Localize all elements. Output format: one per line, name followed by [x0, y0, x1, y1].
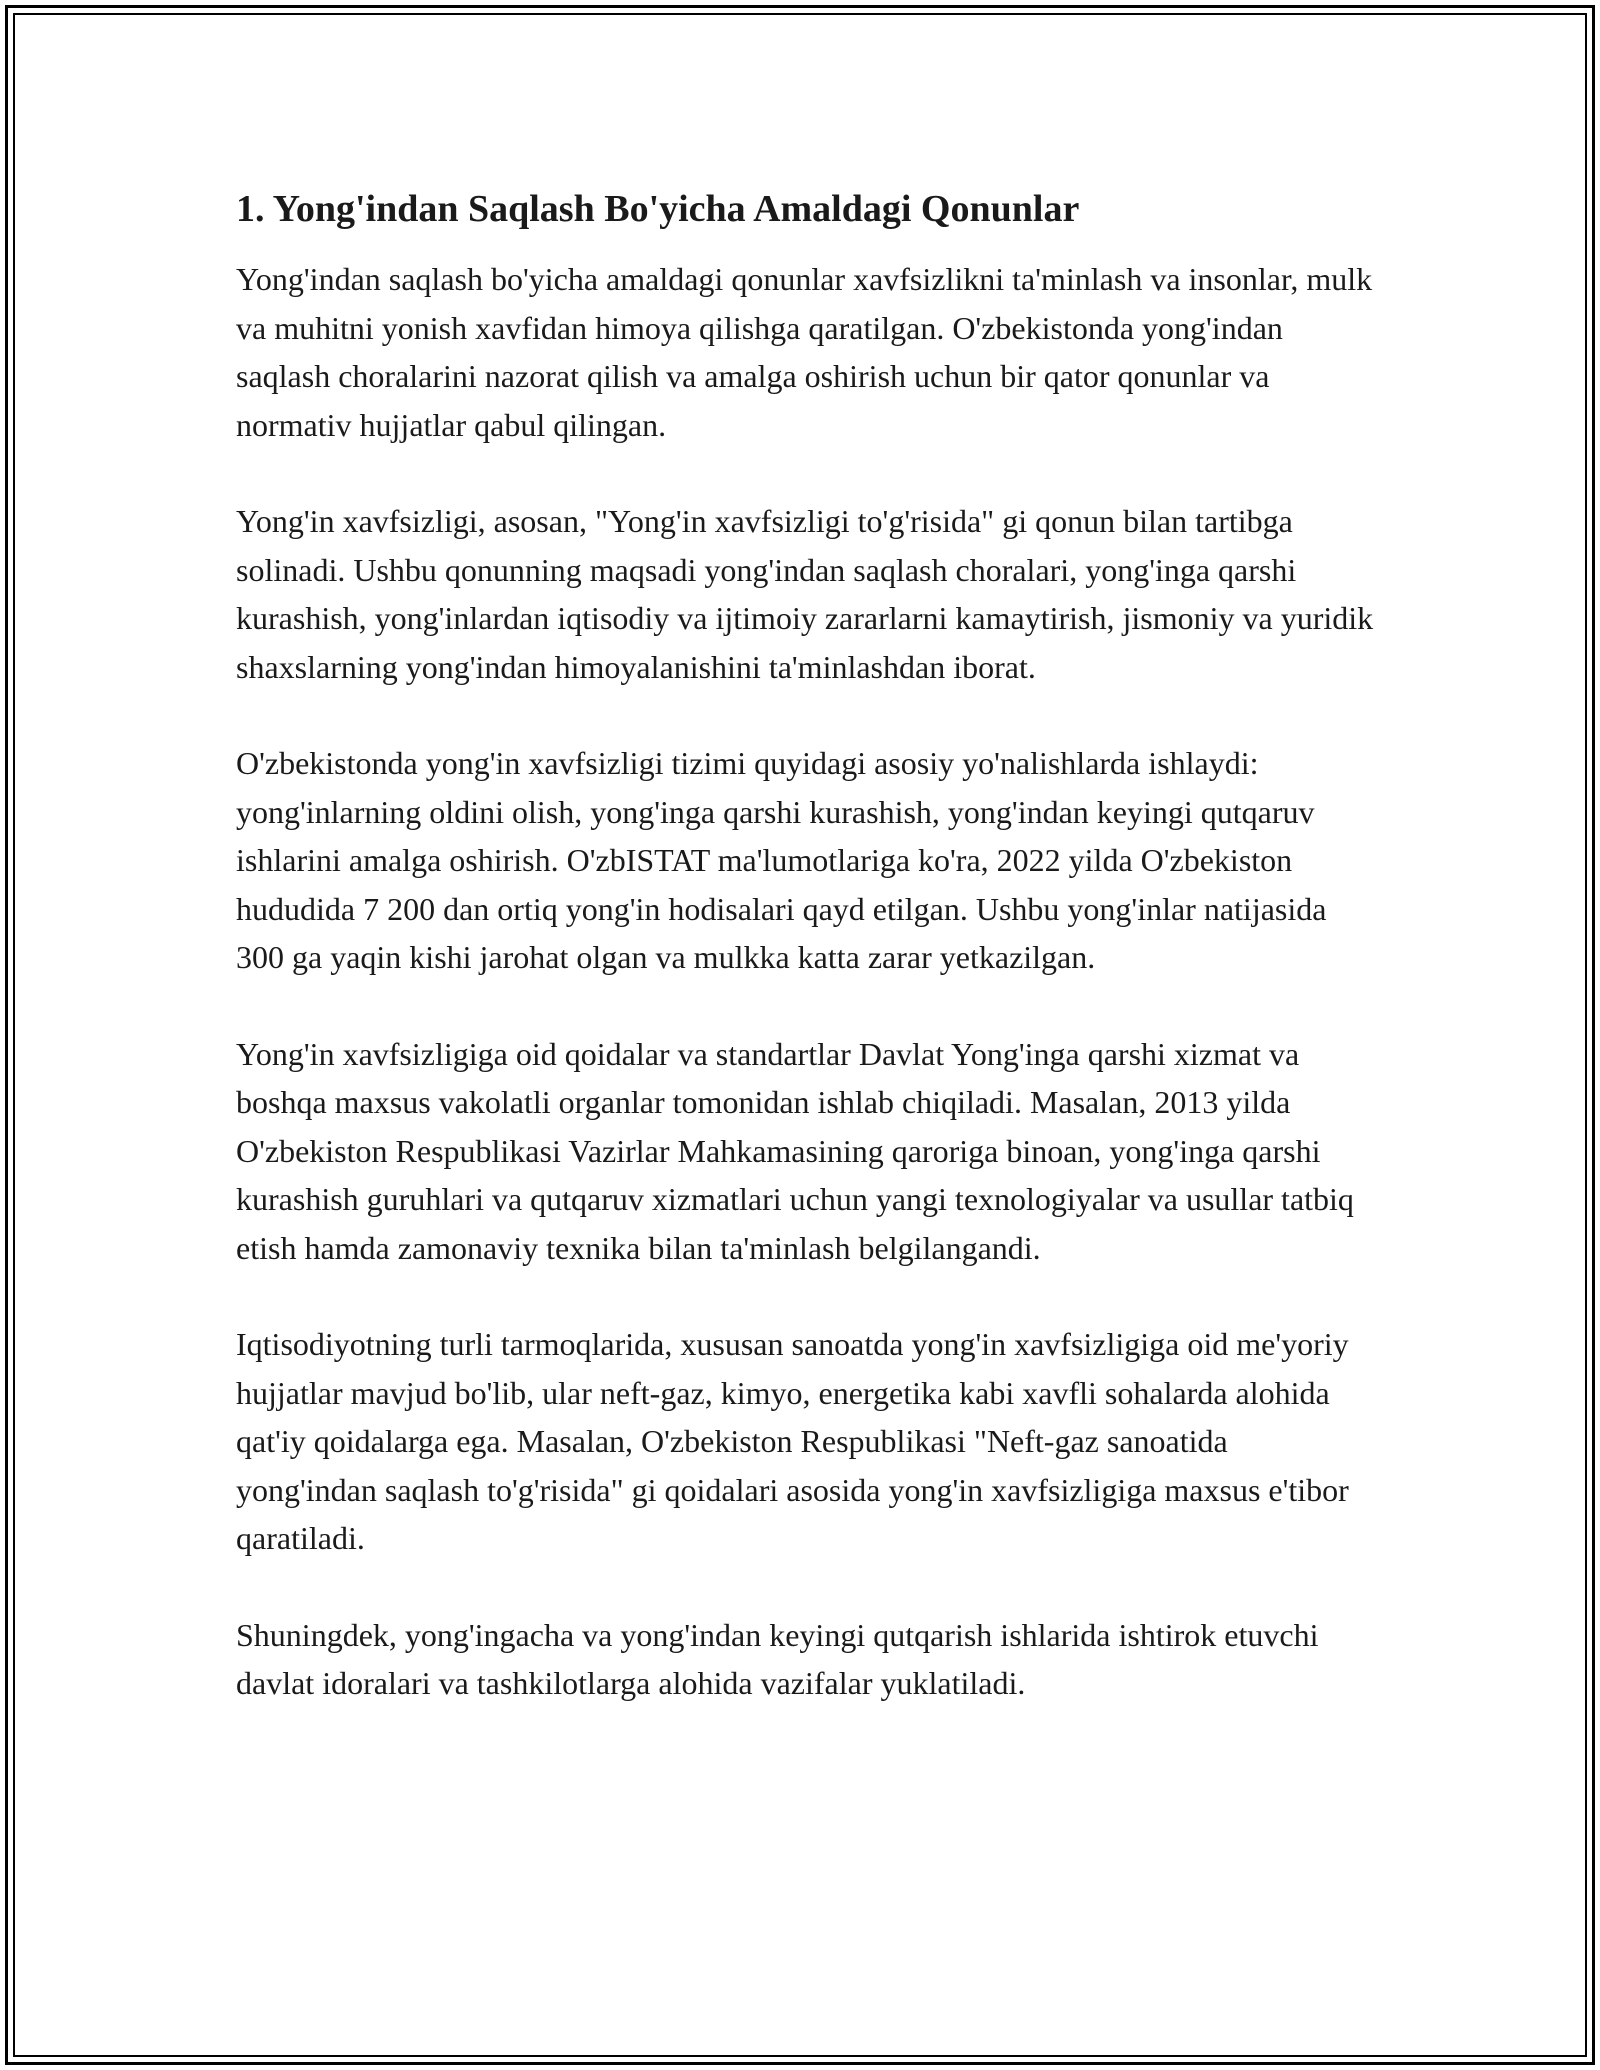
document-body [236, 185, 1376, 1756]
document-title: 1. Yong'indan Saqlash Bo'yicha Amaldagi Qonunlar [236, 188, 1080, 230]
paragraph-1: Yong'indan saqlash bo'yicha amaldagi qonunlar xavfsizlikni ta'minlash va insonlar, mulk va muhitni yonish xavfidan himoya qilishga qaratilgan. O'zbekistonda yong'indan saqlash choralarini nazorat qilish va amalga oshirish uchun bir qator qonunlar va normativ hujjatlar qabul qilingan. [236, 261, 1373, 443]
paragraph-3: O'zbekistonda yong'in xavfsizligi tizimi quyidagi asosiy yo'nalishlarda ishlaydi: yong'inlarning oldini olish, yong'inga qarshi kurashish, yong'indan keyingi qutqaruv ishlarini amalga oshirish. O'zbISTAT ma'lumotlariga ko'ra, 2022 yilda O'zbekiston hududida 7 200 dan ortiq yong'in hodisalari qayd etilgan. Ushbu yong'inlar natijasida 300 ga yaqin kishi jarohat olgan va mulkka katta zarar yetkazilgan. [236, 745, 1327, 975]
paragraph-5: Iqtisodiyotning turli tarmoqlarida, xususan sanoatda yong'in xavfsizligiga oid me'yoriy hujjatlar mavjud bo'lib, ular neft-gaz, kimyo, energetika kabi xavfli sohalarda alohida qat'iy qoidalarga ega. Masalan, O'zbekiston Respublikasi "Neft-gaz sanoatida yong'indan saqlash to'g'risida" gi qoidalari asosida yong'in xavfsizligiga maxsus e'tibor qaratiladi. [236, 1326, 1349, 1556]
paragraph-2: Yong'in xavfsizligi, asosan, "Yong'in xavfsizligi to'g'risida" gi qonun bilan tartibga solinadi. Ushbu qonunning maqsadi yong'indan saqlash choralari, yong'inga qarshi kurashish, yong'inlardan iqtisodiy va ijtimoiy zararlarni kamaytirish, jismoniy va yuridik shaxslarning yong'indan himoyalanishini ta'minlashdan iborat. [236, 503, 1374, 685]
paragraph-6: Shuningdek, yong'ingacha va yong'indan keyingi qutqarish ishlarida ishtirok etuvchi davlat idoralari va tashkilotlarga alohida vazifalar yuklatiladi. [236, 1616, 1319, 1701]
paragraph-4: Yong'in xavfsizligiga oid qoidalar va standartlar Davlat Yong'inga qarshi xizmat va boshqa maxsus vakolatli organlar tomonidan ishlab chiqiladi. Masalan, 2013 yilda O'zbekiston Respublikasi Vazirlar Mahkamasining qaroriga binoan, yong'inga qarshi kurashish guruhlari va qutqaruv xizmatlari uchun yangi texnologiyalar va usullar tatbiq etish hamda zamonaviy texnika bilan ta'minlash belgilangandi. [236, 1035, 1354, 1266]
